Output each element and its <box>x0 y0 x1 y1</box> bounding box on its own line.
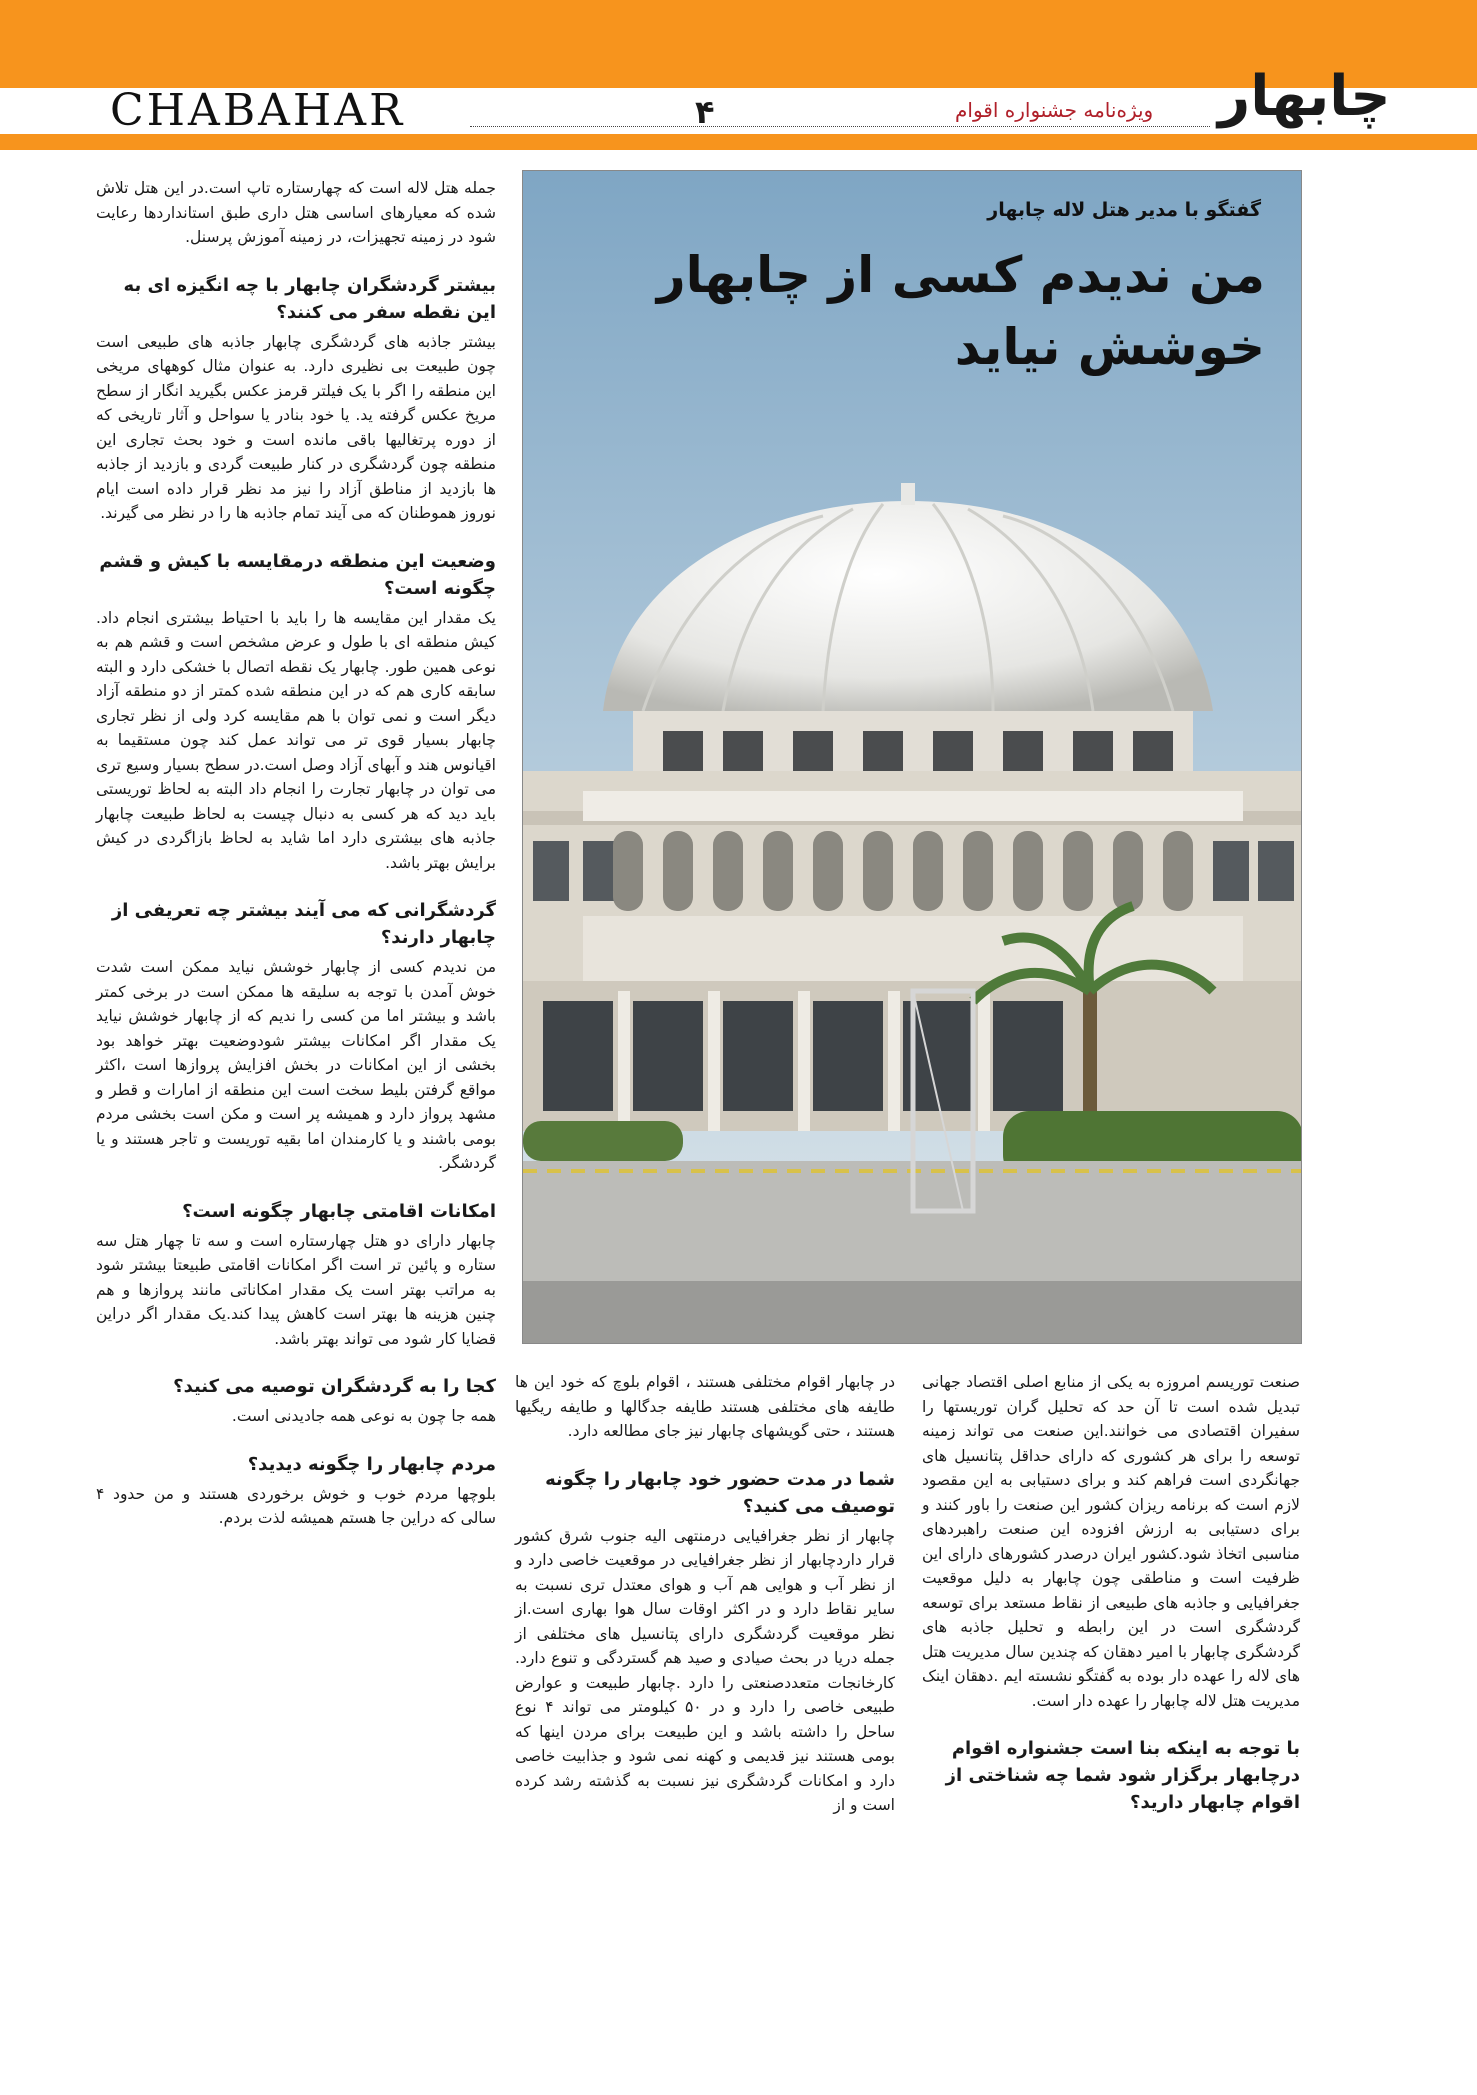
answer-paragraph: بلوچها مردم خوب و خوش برخوردی هستند و من حدود ۴ سالی که دراین جا هستم همیشه لذت بردم. <box>96 1484 496 1527</box>
page-number: ۴ <box>695 93 715 131</box>
question-heading: امکانات اقامتی چابهار چگونه است؟ <box>182 1200 496 1222</box>
answer-paragraph: یک مقدار این مقایسه ها را باید با احتیاط بیشتری انجام داد. کیش منطقه ای با طول و عرض مشخص است و قشم هم به نوعی همین طور. چابهار یک نقطه اتصال با خشکی دارد و البته سابقه کاری هم که در این منطقه شده کمتر از دو منطقه آزاد دیگر است و نمی توان با هم مقایسه کرد ولی از نظر تجاری چابهار بسیار قوی تر می تواند عمل کند چون مستقیما به اقیانوس هند و آبهای آزاد وصل است.در سطح بسیار وسیع تری می توان در چابهار تجارت را انجام داد البته به لحاظ توریستی باید دید که هر کسی به دنبال چیست به لحاظ طبیعت چابهار جاذبه های بیشتری دارد اما شاید به لحاظ بازاگردی در کیش برایش بهتر باشد. <box>96 608 496 872</box>
article-kicker: گفتگو با مدیر هتل لاله چابهار <box>987 199 1261 221</box>
issue-title: ویژه‌نامه جشنواره اقوام <box>955 98 1154 122</box>
question-heading: کجا را به گردشگران توصیه می کنید؟ <box>173 1376 496 1397</box>
header-scallop <box>0 140 1477 156</box>
header-rule <box>470 126 1210 127</box>
article-column-middle <box>515 1370 895 1822</box>
answer-paragraph: بیشتر جاذبه های گردشگری چابهار جاذبه های طبیعی است چون طبیعت بی نظیری دارد. به عنوان مثال کوههای مریخی این منطقه را اگر با یک فیلتر قرمز عکس بگیرید انگار از سطح مریخ عکس گرفته ید. یا خود بنادر یا سواحل و آثار تاریخی که از دوره پرتغالیها باقی مانده است و خود بحث تجاری این منطقه چون گردشگری در کنار طبیعت گردی و بازدید از جاذبه ها بازدید از مناطق آزاد را نیز مد نظر قرار داده است ایام نوروز هموطنان که می آیند تمام جاذبه ها را در نظر می گیرند. <box>96 332 496 522</box>
article-column-right <box>922 1370 1300 1820</box>
answer-paragraph: من ندیدم کسی از چابهار خوشش نیاید ممکن است شدت خوش آمدن با توجه به سلیقه ها ممکن است در برخی کمتر باشد و بیشتر اما من کسی را ندیم که از چابهار خوشش نیاید یک مقدار اگر امکانات بیشتر شودوضعیت بهتر خواهد بود بخشی از این امکانات در بخش افزایش پروازها است ،اکثر مواقع گرفتن بلیط سخت است این منطقه از امارات و قطر و مشهد پرواز دارد و همیشه پر است و مکن است بخشی مردم بومی باشند و یا کارمندان اما بقیه توریست و تاجر هستند و یا گردشگر. <box>96 958 496 1172</box>
question-heading: گردشگرانی که می آیند بیشتر چه تعریفی از چابهار دارند؟ <box>111 900 496 948</box>
hotel-photo <box>522 170 1302 1344</box>
question-heading: با توجه به اینکه بنا است جشنواره اقوام درچابهار برگزار شود شما چه شناختی از اقوام چابهار دارید؟ <box>945 1738 1300 1813</box>
intro-paragraph: صنعت توریسم امروزه به یکی از منابع اصلی اقتصاد جهانی تبدیل شده است تا آن حد که تحلیل گران توریستها را سفیران اقتصادی می خوانند.این صنعت می تواند زمینه توسعه را برای هر کشوری که دارای حداقل پتانسیل های جهانگردی است فراهم کند و برای دستیابی به این مقصود لازم است که برنامه ریزان کشور این صنعت را باور کنند و برای دستیابی به ارزش افزوده این صنعت راهبردهای مناسبی اتخاذ شود.کشور ایران درصدر کشورهای دارای این ظرفیت است و مناطقی چون چابهار به دلیل موقعیت جغرافیایی و جاذبه های طبیعی از نقاط مستعد برای توسعه گردشگری است در این رابطه و تحلیل جاذبه های گردشگری چابهار با امیر دهقان که چندین سال مدیریت هتل های لاله را عهده دار بوده به گفتگو نشسته ایم .دهقان اینک مدیریت هتل لاله چابهار را عهده دار است. <box>922 1373 1300 1710</box>
question-heading: مردم چابهار را چگونه دیدید؟ <box>247 1453 496 1475</box>
article-column-left <box>96 176 496 1535</box>
question-heading: شما در مدت حضور خود چابهار را چگونه توصیف می کنید؟ <box>545 1468 895 1517</box>
answer-paragraph: در چابهار اقوام مختلفی هستند ، اقوام بلوچ که خود این ها طایفه های مختلفی هستند طایفه جدگالها و طایفه ریگیها هستند ، حتی گویشهای چابهار نیز جای مطالعه دارد. <box>515 1373 895 1440</box>
answer-paragraph: جمله هتل لاله است که چهارستاره تاپ است.در این هتل تلاش شده که معیارهای اساسی هتل داری طبق استانداردها رعایت شود در زمینه تجهیزات، در زمینه آموزش پرسنل. <box>96 179 496 246</box>
publication-logo: چابهار <box>1218 64 1391 129</box>
question-heading: بیشتر گردشگران چابهار با چه انگیزه ای به این نقطه سفر می کنند؟ <box>123 274 496 323</box>
question-heading: وضعیت این منطقه درمقایسه با کیش و قشم چگونه است؟ <box>99 550 496 599</box>
article-headline: من ندیدم کسی از چابهار خوشش نیاید <box>656 246 1265 376</box>
answer-paragraph: همه جا چون به نوعی همه جادیدنی است. <box>231 1407 496 1425</box>
brand-wordmark: CHABAHAR <box>110 85 406 136</box>
answer-paragraph: چابهار از نظر جغرافیایی درمنتهی الیه جنوب شرق کشور قرار داردچابهار از نظر جغرافیایی در موقعیت خاصی دارد و از نظر آب و هوایی هم آب و هوای معتدل تری نسبت به سایر نقاط دارد و در اکثر اوقات سال هوا بهاری است.از نظر موقعیت گردشگری دارای پتانسیل های مختلفی از جمله دریا در بحث صیادی و صید هم گستردگی و تنوع دارد. کارخانجات متعددصنعتی را دارد .چابهار طبیعت و عوارض طبیعی خاصی را دارد و در ۵۰ کیلومتر می تواند ۴ نوع ساحل را داشته باشد و این طبیعت برای مردن اینها که بومی هستند نیز قدیمی و کهنه نمی شود و جذابیت خاصی دارد و امکانات گردشگری نیز نسبت به گذشته رشد کرده است و از <box>515 1526 896 1814</box>
answer-paragraph: چابهار دارای دو هتل چهارستاره است و سه تا چهار هتل سه ستاره و پائین تر است اگر امکانات اقامتی طبیعتا بیشتر شود به مراتب بهتر است یک مقدار امکاناتی مانند پروازها و هم چنین هزینه ها بهتر است کاهش پیدا کند.یک مقدار اگر دراین قضایا کار شود می تواند بهتر باشد. <box>96 1231 496 1348</box>
